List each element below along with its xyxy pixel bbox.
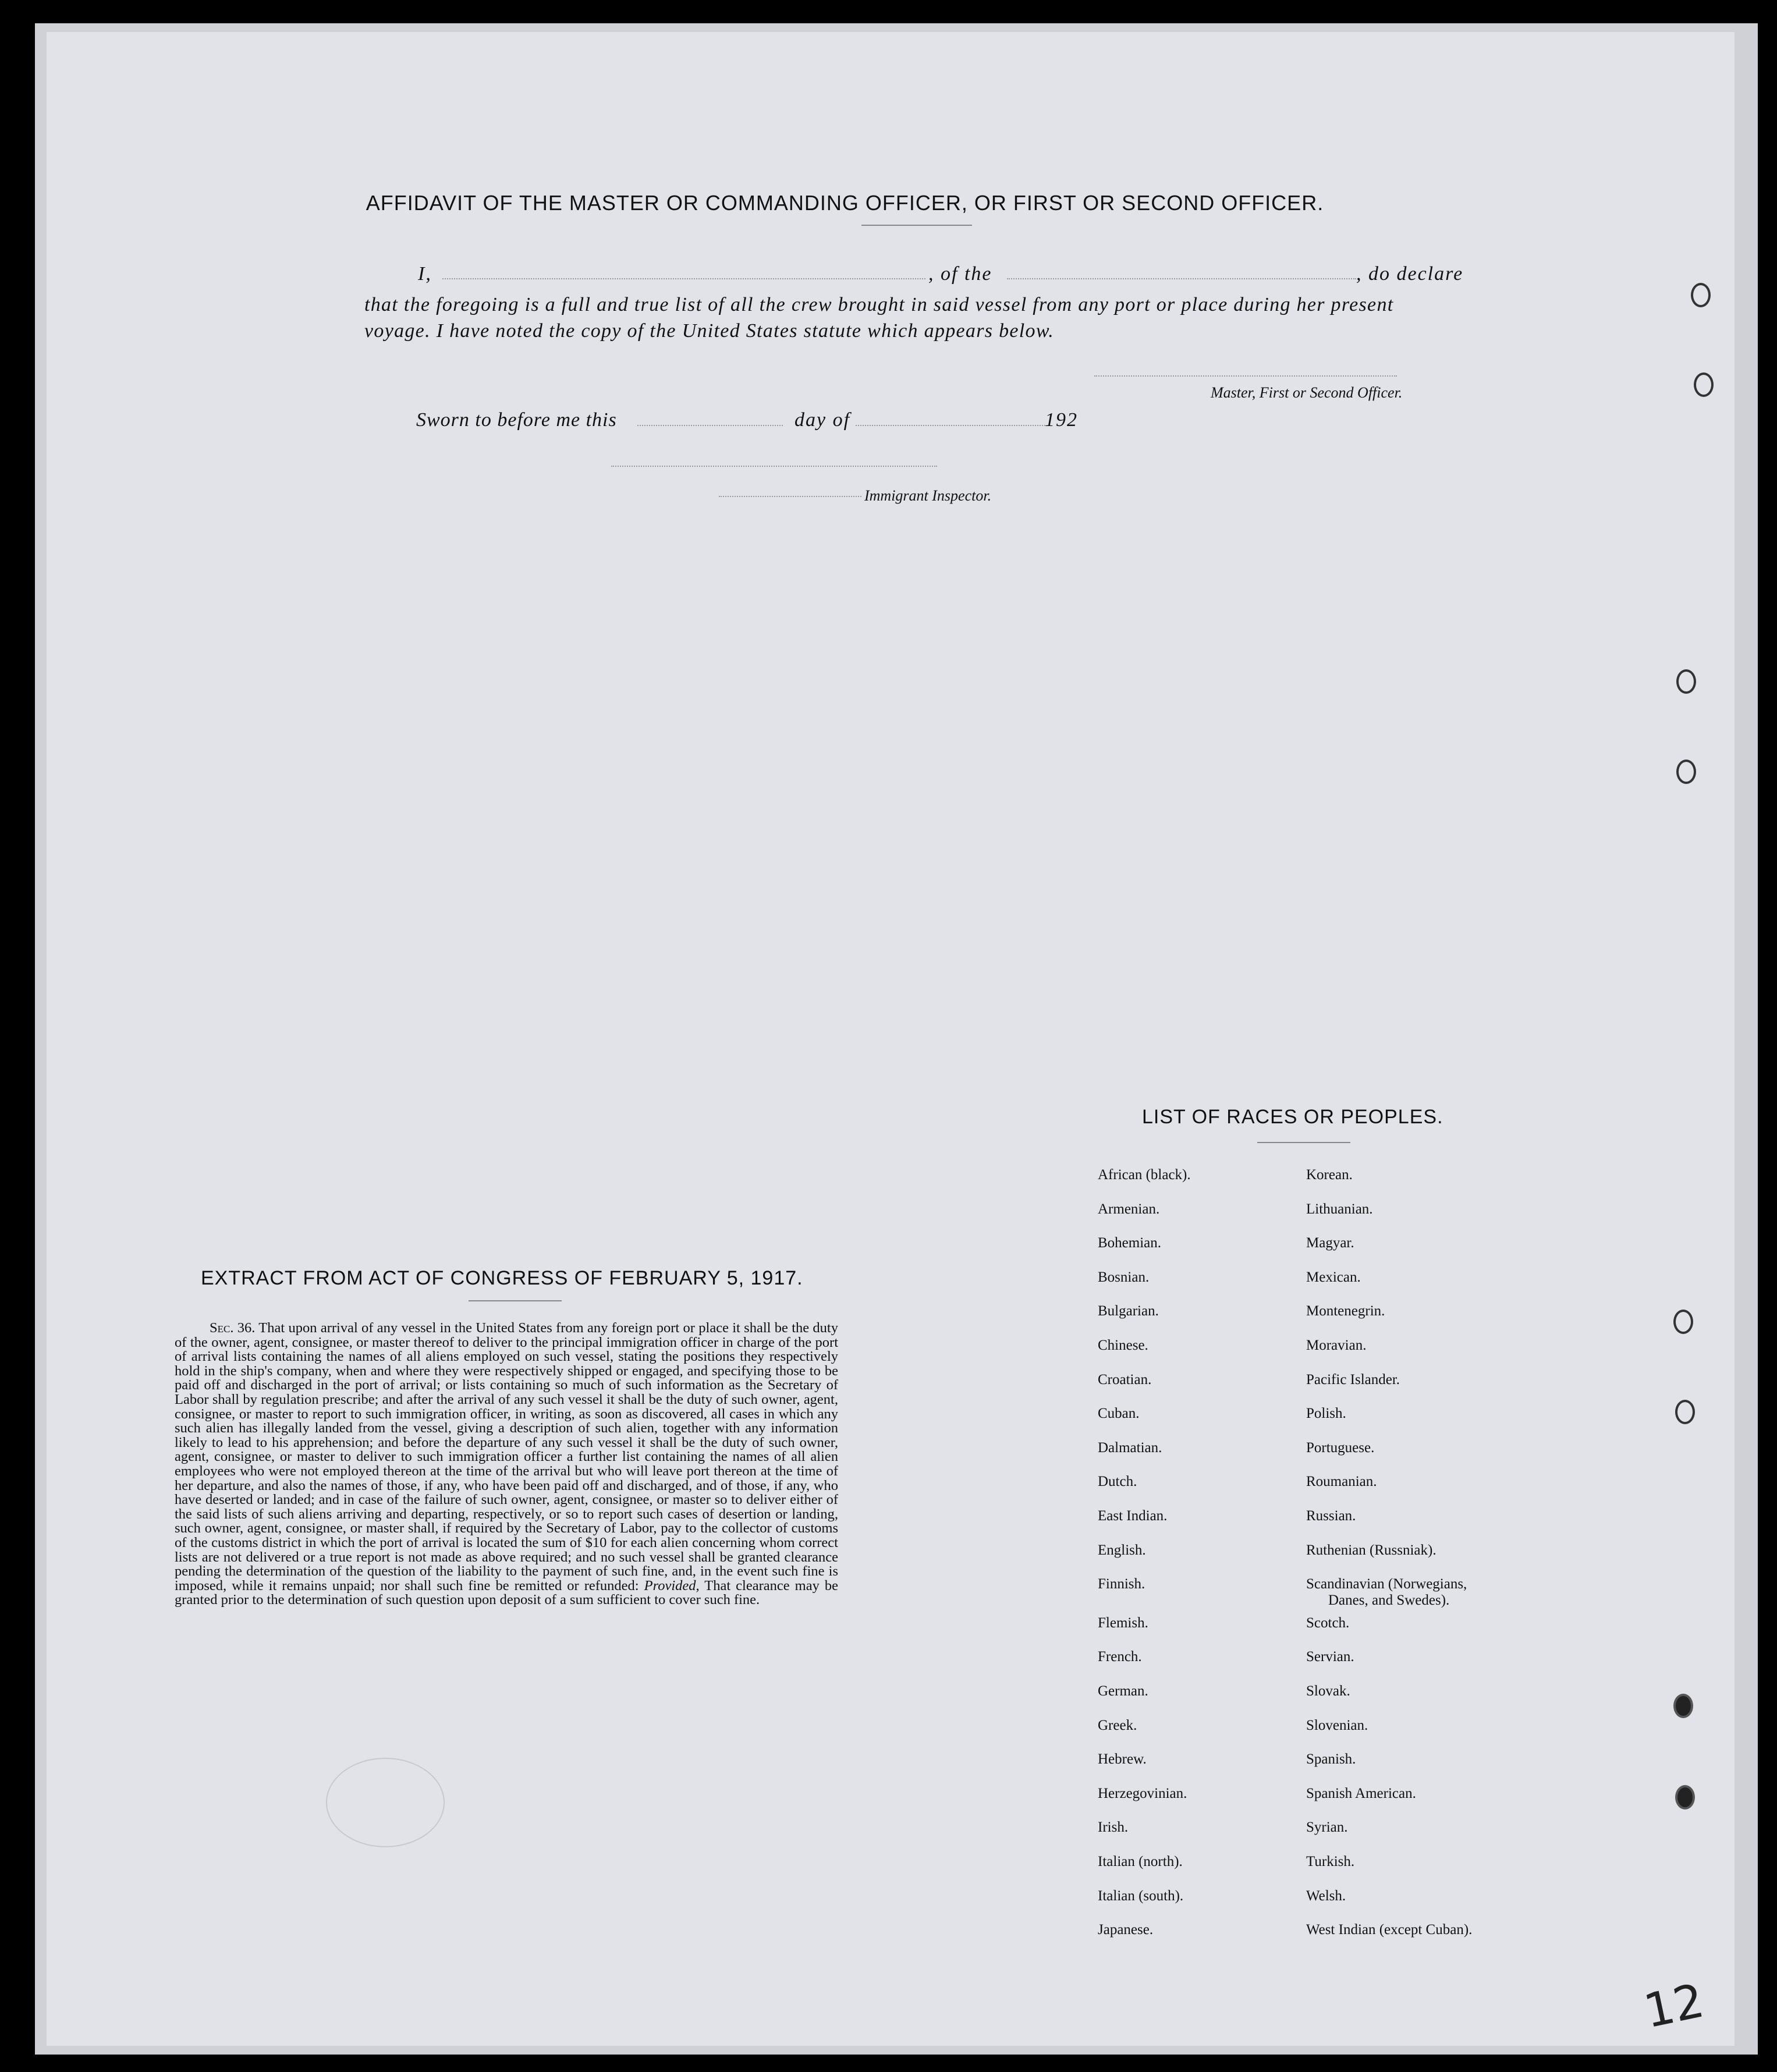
race-item: Russian. — [1306, 1508, 1356, 1524]
sworn-day-of: day of — [794, 409, 851, 431]
race-item: Italian (north). — [1098, 1854, 1183, 1869]
race-item: Pacific Islander. — [1306, 1371, 1400, 1388]
inspector-label: Immigrant Inspector. — [864, 487, 992, 504]
races-title: LIST OF RACES OR PEOPLES. — [1142, 1106, 1443, 1128]
punch-hole — [1676, 760, 1696, 784]
race-item: Syrian. — [1306, 1819, 1348, 1836]
race-item: Armenian. — [1098, 1201, 1160, 1217]
race-item: African (black). — [1098, 1167, 1191, 1183]
race-item: French. — [1098, 1649, 1142, 1665]
handwritten-page-mark: 12 — [1639, 1973, 1709, 2039]
race-item: Moravian. — [1306, 1337, 1367, 1353]
race-item: Slovak. — [1306, 1683, 1350, 1699]
declaration-line-2: that the foregoing is a full and true list of all the crew brought in said vessel from any port or place during her present — [364, 294, 1394, 315]
signature-field[interactable] — [1094, 375, 1397, 377]
race-item: Turkish. — [1306, 1854, 1355, 1869]
race-item: Spanish. — [1306, 1751, 1356, 1768]
race-item: Danes, and Swedes). — [1328, 1592, 1450, 1609]
affidavit-title: AFFIDAVIT OF THE MASTER OR COMMANDING OFFICER, OR FIRST OR SECOND OFFICER. — [366, 191, 1324, 215]
inspector-signature-field[interactable] — [611, 466, 937, 467]
declaration-line-1-end: , do declare — [1356, 263, 1464, 285]
punch-hole — [1676, 669, 1696, 694]
declaration-line-1-start: I, — [418, 263, 432, 285]
title-rule — [861, 225, 972, 226]
race-item: Dutch. — [1098, 1474, 1137, 1490]
race-item: Bulgarian. — [1098, 1303, 1159, 1319]
race-item: Roumanian. — [1306, 1474, 1377, 1490]
signature-label: Master, First or Second Officer. — [1211, 384, 1403, 401]
inspector-line-short — [719, 496, 861, 497]
race-item: Ruthenian (Russniak). — [1306, 1542, 1437, 1558]
punch-hole — [1675, 1785, 1695, 1810]
section-36-text — [175, 1321, 838, 1608]
race-item: Servian. — [1306, 1649, 1354, 1665]
punch-hole — [1673, 1694, 1693, 1718]
punch-hole — [1675, 1400, 1695, 1424]
race-item: Montenegrin. — [1306, 1303, 1385, 1319]
race-item: Irish. — [1098, 1819, 1129, 1836]
race-item: Greek. — [1098, 1717, 1137, 1733]
punch-hole — [1694, 372, 1714, 397]
race-item: Scandinavian (Norwegians, — [1306, 1576, 1467, 1592]
races-title-rule — [1257, 1142, 1350, 1143]
race-item: Croatian. — [1098, 1371, 1152, 1388]
section-body: That upon arrival of any vessel in the United States from any foreign port or place it shall be the duty of the owner, agent, consignee, or master thereof to deliver to the principal immigration officer in charge of the port of arrival lists containing the names of all aliens employed on such vessel, stating the positions they respectively hold in the ship's company, when and where they were respectively shipped or engaged, and specifying those to be paid off and discharged in the port of arrival; or lists containing so much of such information as the Secretary of Labor shall by regulation prescribe; and after the arrival of any such vessel it shall be the duty of such owner, agent, consignee, or master to report to such immigration officer, in writing, as soon as discovered, all cases in which any such alien has illegally landed from the vessel, giving a description of such alien, together with any information likely to lead to his apprehension; and before the departure of any such vessel it shall be the duty of such owner, agent, consignee, or master to deliver to such immigration officer a further list containing the names of all alien employees who were not employed thereon at the time of the arrival but who will leave port thereon at the time of her departure, and also the names of those, if any, who have been paid off and discharged, and of those, if any, who have deserted or landed; and in case of the failure of such owner, agent, consignee, or master so to deliver either of the said lists of such aliens arriving and departing, respectively, or so to report such cases of desertion or landing, such owner, agent, consignee, or master shall, if required by the Secretary of Labor, pay to the collector of customs of the customs district in which the port of arrival is located the sum of $10 for each alien concerning whom correct lists are not delivered or a true report is not made as above required; and no such vessel shall be granted clearance pending the determination of the question of the liability to the payment of such fine, and, in the event such fine is imposed, while it remains unpaid; nor shall such fine be remitted or refunded: — [175, 1320, 838, 1594]
punch-hole — [1691, 283, 1711, 307]
sworn-month-field[interactable] — [856, 425, 1048, 426]
race-item: Flemish. — [1098, 1615, 1148, 1631]
race-item: Korean. — [1306, 1167, 1353, 1183]
race-item: Cuban. — [1098, 1406, 1140, 1422]
race-item: Bohemian. — [1098, 1235, 1162, 1251]
race-item: Scotch. — [1306, 1615, 1350, 1631]
section-body-end: That clearance may be granted prior to the determination of such question upon deposit of a sum sufficient to cover such fine. — [175, 1577, 838, 1608]
race-item: Bosnian. — [1098, 1269, 1150, 1285]
proviso-word: Provided, — [644, 1577, 700, 1594]
race-item: Japanese. — [1098, 1922, 1154, 1938]
faint-stamp-mark — [326, 1758, 445, 1847]
extract-title: EXTRACT FROM ACT OF CONGRESS OF FEBRUARY 5, 1917. — [201, 1267, 803, 1289]
sworn-year-prefix: 192 — [1045, 409, 1078, 431]
race-item: Finnish. — [1098, 1576, 1145, 1592]
race-item: Portuguese. — [1306, 1439, 1375, 1456]
sworn-text: Sworn to before me this — [416, 409, 617, 431]
race-item: Herzegovinian. — [1098, 1785, 1187, 1801]
race-item: East Indian. — [1098, 1508, 1168, 1524]
race-item: Dalmatian. — [1098, 1439, 1162, 1456]
declarant-name-field[interactable] — [442, 278, 925, 279]
vessel-name-field[interactable] — [1007, 278, 1356, 279]
race-item: Slovenian. — [1306, 1717, 1368, 1733]
declaration-line-1-mid: , of the — [928, 263, 992, 285]
race-item: Polish. — [1306, 1406, 1346, 1422]
race-item: English. — [1098, 1542, 1146, 1558]
race-item: German. — [1098, 1683, 1148, 1699]
punch-hole — [1673, 1310, 1693, 1334]
declaration-line-3: voyage. I have noted the copy of the United States statute which appears below. — [364, 320, 1055, 342]
race-item: Mexican. — [1306, 1269, 1361, 1285]
race-item: Lithuanian. — [1306, 1201, 1373, 1217]
race-item: Spanish American. — [1306, 1785, 1416, 1801]
race-item: Hebrew. — [1098, 1751, 1147, 1768]
race-item: West Indian (except Cuban). — [1306, 1922, 1473, 1938]
race-item: Magyar. — [1306, 1235, 1354, 1251]
extract-title-rule — [469, 1300, 562, 1301]
race-item: Italian (south). — [1098, 1887, 1184, 1904]
race-item: Chinese. — [1098, 1337, 1148, 1353]
race-item: Welsh. — [1306, 1887, 1346, 1904]
section-label: Sec. 36. — [210, 1320, 256, 1336]
sworn-day-field[interactable] — [637, 425, 783, 426]
